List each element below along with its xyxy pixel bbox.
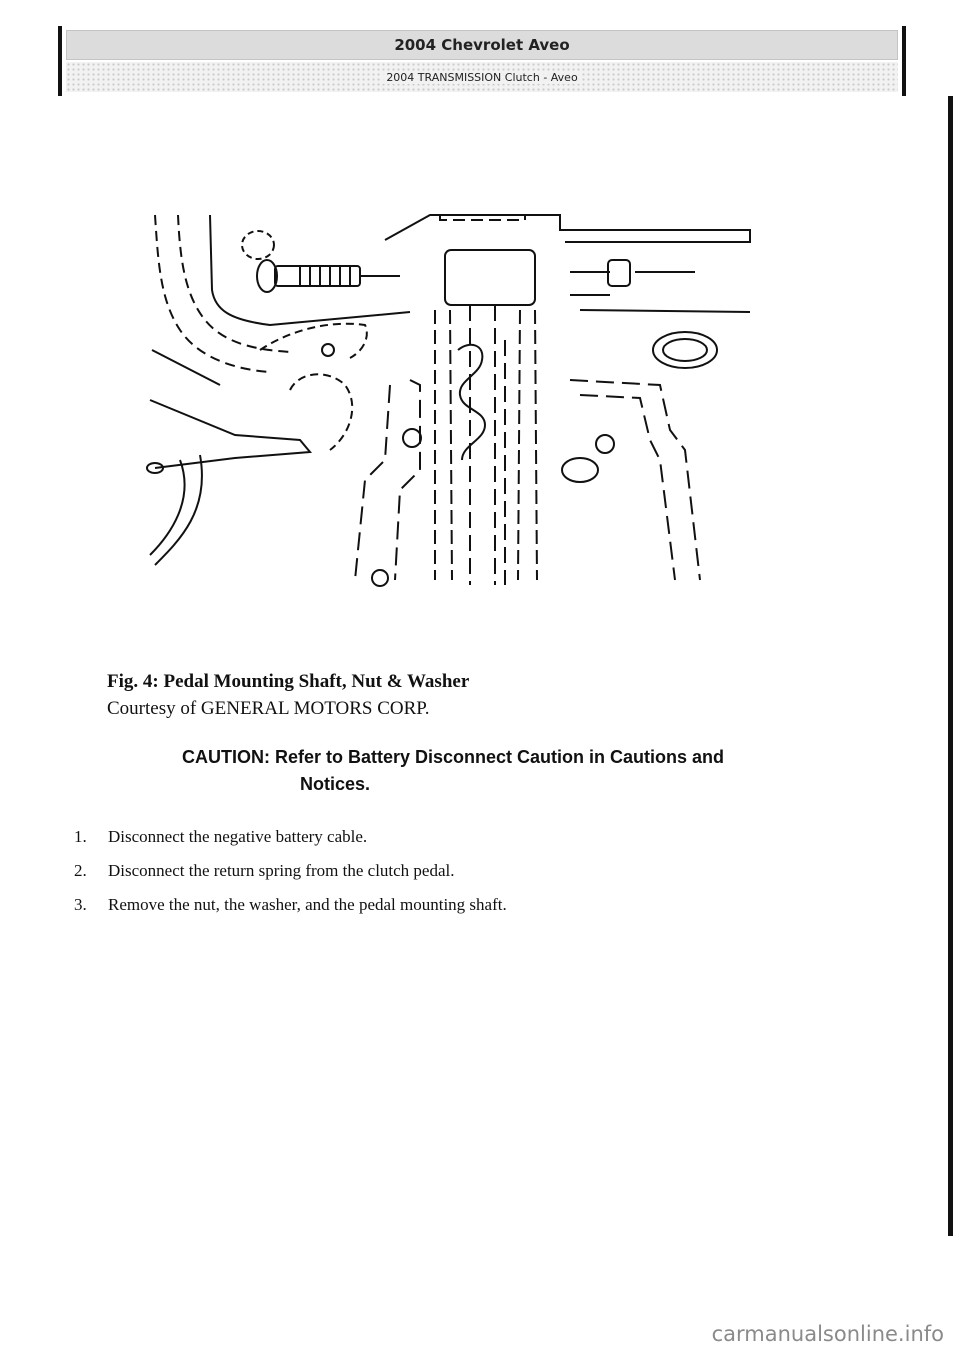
pedal-pivot: [562, 458, 598, 482]
caution-note: [182, 744, 882, 798]
figure-credit: Courtesy of GENERAL MOTORS CORP.: [107, 698, 430, 719]
bolt-washer: [242, 231, 274, 259]
pedal-mounting-illustration: [140, 200, 760, 590]
figure-caption: [107, 668, 807, 722]
document-subtitle: 2004 TRANSMISSION Clutch - Aveo: [382, 71, 581, 84]
caution-line-2: Notices.: [300, 774, 371, 794]
washer-inner: [663, 339, 707, 361]
step-text: Remove the nut, the washer, and the pedal mounting shaft.: [108, 895, 507, 914]
pedal-bracket: [355, 385, 390, 580]
list-item: [74, 888, 874, 922]
page-edge-rule: [948, 96, 953, 1236]
document-subtitle-band: [66, 62, 898, 92]
header-left-rule: [58, 26, 62, 96]
pedal-arm: [435, 310, 537, 580]
clip: [260, 324, 367, 358]
list-item: [74, 820, 874, 854]
cable-loop: [290, 374, 352, 450]
bracket-bolt: [403, 429, 421, 447]
header-right-rule: [902, 26, 906, 96]
nut: [608, 260, 630, 286]
cable: [150, 455, 202, 565]
pedal-bracket: [395, 380, 420, 580]
document-title: 2004 Chevrolet Aveo: [66, 30, 898, 60]
pedal-pivot-housing: [445, 250, 535, 305]
pedal-bracket: [580, 395, 675, 580]
document-header: [58, 26, 906, 96]
bracket-outline: [178, 215, 290, 352]
pedal-arm: [470, 305, 505, 585]
caution-line-1: CAUTION: Refer to Battery Disconnect Caution in Cautions and: [182, 747, 725, 767]
bracket-bolt: [596, 435, 614, 453]
step-text: Disconnect the negative battery cable.: [108, 827, 368, 846]
step-number: 2.: [74, 861, 87, 880]
bracket-plate: [570, 295, 750, 312]
list-item: [74, 854, 874, 888]
pedal-spring: [458, 345, 485, 460]
clip-hole: [322, 344, 334, 356]
step-number: 3.: [74, 895, 87, 914]
procedure-steps: [74, 820, 874, 922]
step-number: 1.: [74, 827, 87, 846]
bolt-shaft: [275, 266, 360, 286]
figure-title: Fig. 4: Pedal Mounting Shaft, Nut & Washer: [107, 671, 470, 692]
bolt-thread: [300, 266, 350, 286]
step-text: Disconnect the return spring from the clutch pedal.: [108, 861, 455, 880]
bracket-bolt: [372, 570, 388, 586]
site-watermark: carmanualsonline.info: [711, 1322, 944, 1346]
clutch-lever: [150, 350, 310, 468]
